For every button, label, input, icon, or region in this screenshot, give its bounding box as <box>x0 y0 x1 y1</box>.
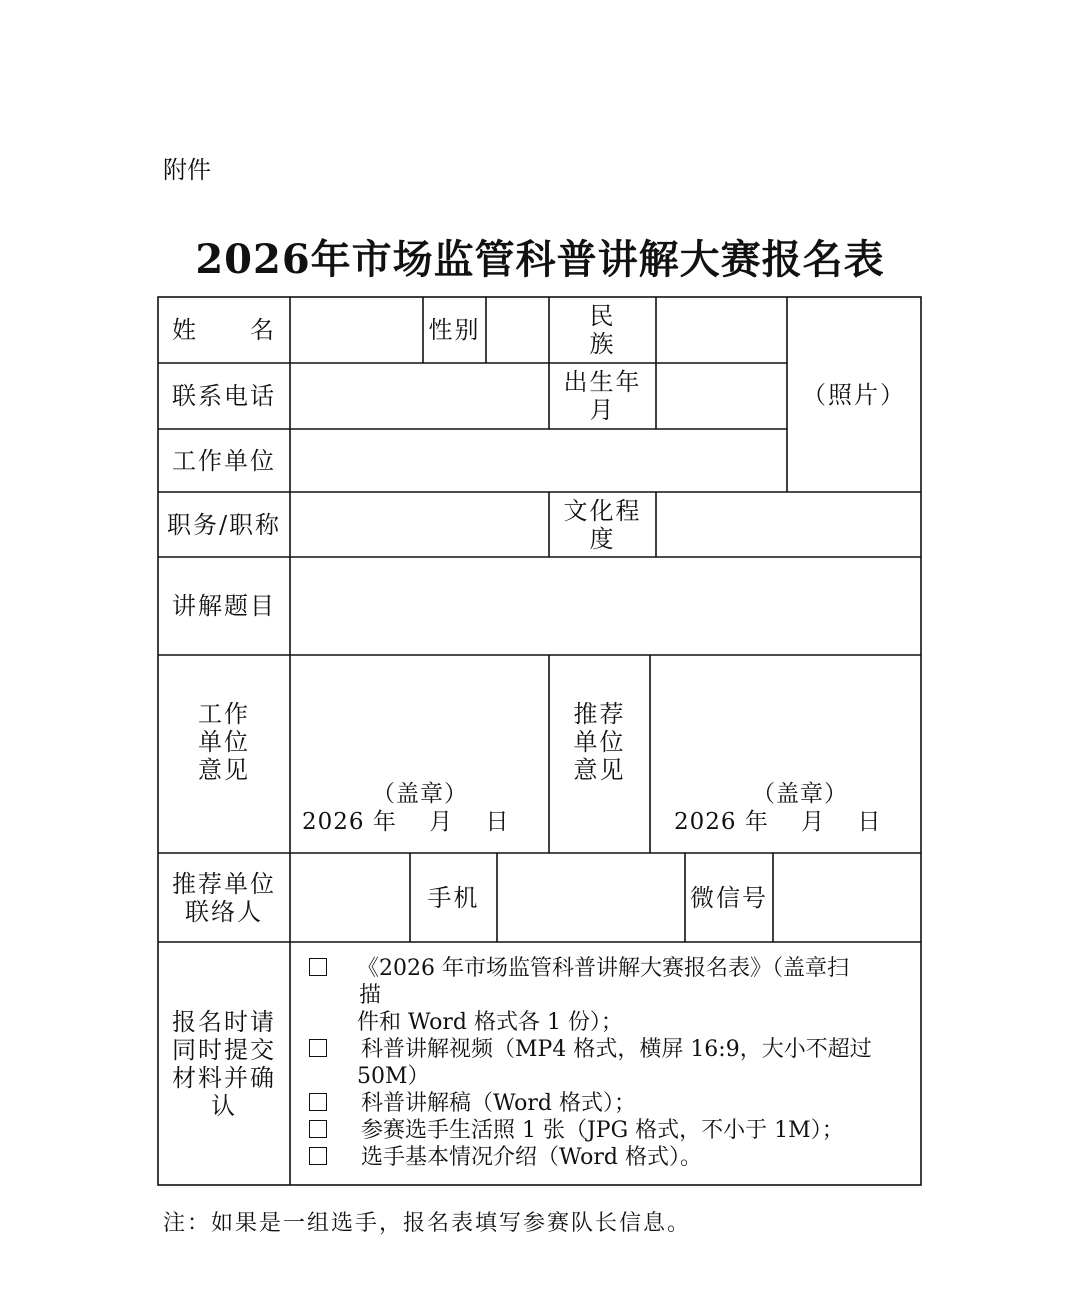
ethnicity-input[interactable] <box>656 297 787 363</box>
gender-label: 性别 <box>428 316 481 344</box>
workplace-input[interactable] <box>290 429 787 492</box>
rec-opinion-label: 推荐 单位 意见 <box>573 700 626 784</box>
checkbox-intro[interactable] <box>309 1147 327 1165</box>
material-item-5: 选手基本情况介绍（Word 格式）。 <box>361 1145 702 1170</box>
attachment-label: 附件 <box>163 156 211 184</box>
phone-input[interactable] <box>290 363 549 429</box>
birth-label: 出生年 月 <box>563 368 642 424</box>
checkbox-photo[interactable] <box>309 1120 327 1138</box>
material-item-1-line3: 件和 Word 格式各 1 份）； <box>357 1010 623 1035</box>
mobile-input[interactable] <box>497 853 685 942</box>
workplace-label: 工作单位 <box>172 446 276 475</box>
work-opinion-label: 工作 单位 意见 <box>198 700 250 784</box>
form-title: 2026年市场监管科普讲解大赛报名表 <box>195 236 885 283</box>
material-item-1-line2: 描 <box>359 983 382 1008</box>
name-label: 姓 名 <box>172 316 276 344</box>
mobile-label: 手机 <box>427 883 480 912</box>
position-label: 职务/职称 <box>166 510 282 539</box>
material-item-3: 科普讲解稿（Word 格式）； <box>361 1091 636 1116</box>
birth-input[interactable] <box>656 363 787 429</box>
material-item-1-line1: 《2026 年市场监管科普讲解大赛报名表》（盖章扫 <box>357 956 849 981</box>
wechat-input[interactable] <box>773 853 921 942</box>
topic-input[interactable] <box>290 557 921 655</box>
phone-label: 联系电话 <box>172 382 276 410</box>
topic-label: 讲解题目 <box>172 592 276 620</box>
work-opinion-date: 2026 年 月 日 <box>302 809 510 835</box>
material-item-2-line2: 50M） <box>357 1064 430 1089</box>
checkbox-registration-form[interactable] <box>309 958 327 976</box>
material-item-2-line1: 科普讲解视频（MP4 格式，横屏 16:9，大小不超过 <box>361 1037 872 1062</box>
footer-note: 注：如果是一组选手，报名表填写参赛队长信息。 <box>163 1211 692 1236</box>
position-input[interactable] <box>290 492 549 557</box>
photo-placeholder[interactable]: （照片） <box>802 380 906 409</box>
wechat-label: 微信号 <box>690 883 768 912</box>
checkbox-script[interactable] <box>309 1093 327 1111</box>
education-input[interactable] <box>656 492 921 557</box>
contact-input[interactable] <box>290 853 410 942</box>
gender-input[interactable] <box>486 297 549 363</box>
material-item-4: 参赛选手生活照 1 张（JPG 格式，不小于 1M）； <box>361 1118 844 1143</box>
rec-opinion-stamp: （盖章） <box>752 781 848 807</box>
checkbox-video[interactable] <box>309 1039 327 1057</box>
rec-opinion-date: 2026 年 月 日 <box>674 809 882 835</box>
education-label: 文化程 度 <box>563 496 642 553</box>
work-opinion-stamp: （盖章） <box>372 781 468 807</box>
materials-label: 报名时请 同时提交 材料并确 认 <box>172 1007 276 1120</box>
ethnicity-label: 民 族 <box>589 302 616 358</box>
name-input[interactable] <box>290 297 423 363</box>
contact-label: 推荐单位 联络人 <box>172 869 276 926</box>
